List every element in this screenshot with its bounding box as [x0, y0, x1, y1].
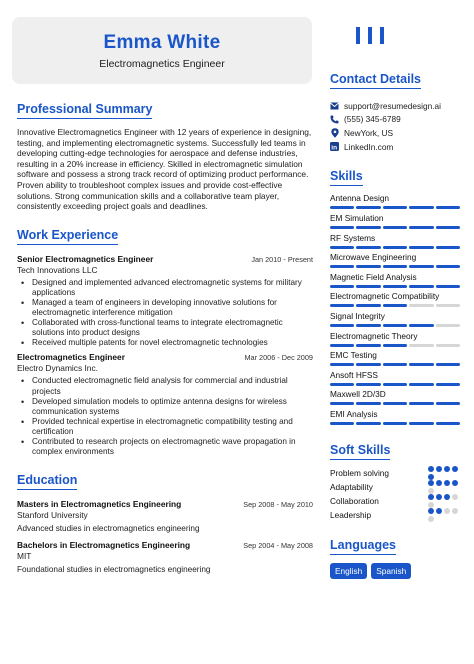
rating-dot — [428, 466, 434, 472]
skill-level-segment — [383, 206, 407, 209]
skill-name: Maxwell 2D/3D — [330, 389, 386, 400]
skill-level-segment — [409, 344, 433, 347]
skill-level-segment — [330, 246, 354, 249]
skill-level-segment — [356, 402, 380, 405]
phone-icon — [330, 115, 339, 124]
skill-level-bar — [330, 402, 460, 405]
skill-level-bar — [330, 344, 460, 347]
skill-level-segment — [330, 285, 354, 288]
rating-dot — [452, 508, 458, 514]
skill-level-bar — [330, 422, 460, 425]
skill-level-segment — [330, 324, 354, 327]
skill-level-segment — [383, 265, 407, 268]
soft-skill-rating — [428, 466, 460, 480]
skill-level-segment — [356, 206, 380, 209]
skill-level-segment — [356, 304, 380, 307]
skill-level-segment — [409, 206, 433, 209]
skill-name: Microwave Engineering — [330, 252, 417, 263]
skill-level-segment — [409, 402, 433, 405]
job-bullet: • Contributed to research projects on electromagnetic wave propagation in complex environments — [17, 437, 313, 457]
job-date: Mar 2006 - Dec 2009 — [244, 353, 313, 363]
skill-item — [330, 370, 460, 390]
skill-item — [330, 350, 460, 370]
skill-level-segment — [330, 265, 354, 268]
experience-heading: Work Experience — [17, 228, 118, 245]
education-description: Advanced studies in electromagnetics engineering — [17, 524, 200, 534]
skill-level-segment — [330, 363, 354, 366]
job-date: Jan 2010 - Present — [251, 254, 313, 264]
education-date: Sep 2008 - May 2010 — [243, 500, 313, 510]
skill-item — [330, 409, 460, 429]
job-bullet: • Received multiple patents for novel electromagnetic technologies — [17, 338, 313, 348]
skill-item — [330, 291, 460, 311]
soft-skill-name: Collaboration — [330, 495, 379, 506]
skill-name: Ansoft HFSS — [330, 369, 378, 380]
skill-level-segment — [356, 265, 380, 268]
education-date: Sep 2004 - May 2008 — [243, 541, 313, 551]
skill-level-segment — [356, 344, 380, 347]
skill-level-bar — [330, 383, 460, 386]
language-tag: English — [330, 563, 367, 579]
job-company: Tech Innovations LLC — [17, 264, 98, 275]
language-tag: Spanish — [371, 563, 411, 579]
job-bullet: • Developed simulation models to optimize antenna designs for wireless communication systems — [17, 397, 313, 417]
education-header — [17, 540, 313, 550]
skill-name: Electromagnetic Theory — [330, 330, 418, 341]
skill-level-bar — [330, 265, 460, 268]
resume-logo-icon — [356, 27, 384, 44]
skill-level-segment — [436, 324, 460, 327]
contact-list — [330, 99, 460, 153]
rating-dot — [428, 516, 434, 522]
job-entry — [17, 352, 313, 457]
job-bullet: • Managed a team of engineers in developing innovative solutions for electromagnetic interference mitigation — [17, 298, 313, 318]
education-heading: Education — [17, 473, 77, 490]
skill-level-segment — [330, 226, 354, 229]
rating-dot — [444, 508, 450, 514]
candidate-name: Emma White — [103, 32, 221, 53]
skill-level-segment — [409, 422, 433, 425]
skill-level-bar — [330, 324, 460, 327]
contact-email[interactable] — [330, 99, 460, 113]
skill-level-segment — [330, 422, 354, 425]
rating-dot — [444, 494, 450, 500]
job-bullets — [17, 278, 313, 349]
skill-level-segment — [356, 285, 380, 288]
left-column — [17, 100, 313, 574]
job-company: Electro Dynamics Inc. — [17, 363, 98, 374]
skill-name: EM Simulation — [330, 212, 384, 223]
skills-heading: Skills — [330, 169, 363, 186]
svg-text:in: in — [331, 144, 338, 152]
skill-level-segment — [436, 304, 460, 307]
skill-level-segment — [383, 383, 407, 386]
skill-item — [330, 252, 460, 272]
skill-level-segment — [330, 402, 354, 405]
job-bullet: • Designed and implemented advanced electromagnetic systems for military applications — [17, 278, 313, 298]
job-list — [17, 254, 313, 457]
rating-dot — [428, 508, 434, 514]
right-column — [330, 70, 460, 579]
skill-item — [330, 272, 460, 292]
soft-skill-item — [330, 466, 460, 480]
skill-item — [330, 193, 460, 213]
skill-level-segment — [436, 226, 460, 229]
skill-level-segment — [409, 383, 433, 386]
skill-level-segment — [409, 226, 433, 229]
skill-level-bar — [330, 363, 460, 366]
soft-skills-heading: Soft Skills — [330, 443, 390, 460]
soft-skill-name: Leadership — [330, 509, 372, 520]
rating-dot — [436, 466, 442, 472]
soft-skill-name: Adaptability — [330, 481, 373, 492]
skill-level-bar — [330, 246, 460, 249]
skill-level-segment — [436, 363, 460, 366]
soft-skill-rating — [428, 480, 460, 494]
header-box — [12, 17, 312, 84]
skill-level-bar — [330, 206, 460, 209]
skill-item — [330, 213, 460, 233]
job-bullet: • Collaborated with cross-functional teams to integrate electromagnetic solutions into product designs — [17, 318, 313, 338]
skill-level-segment — [436, 422, 460, 425]
soft-skill-rating — [428, 508, 460, 522]
skill-level-segment — [383, 246, 407, 249]
education-entry — [17, 540, 313, 574]
education-entry — [17, 499, 313, 533]
skill-level-segment — [436, 344, 460, 347]
contact-location — [330, 126, 460, 140]
candidate-title: Electromagnetics Engineer — [99, 58, 225, 70]
skill-level-segment — [409, 363, 433, 366]
contact-phone-text: (555) 345-6789 — [344, 114, 401, 125]
job-role: Senior Electromagnetics Engineer — [17, 253, 154, 264]
skill-level-segment — [356, 324, 380, 327]
languages-heading: Languages — [330, 538, 396, 555]
skill-level-segment — [356, 363, 380, 366]
skill-item — [330, 389, 460, 409]
rating-dot — [444, 480, 450, 486]
skill-level-segment — [356, 226, 380, 229]
skill-level-segment — [383, 285, 407, 288]
rating-dot — [428, 494, 434, 500]
skill-level-bar — [330, 285, 460, 288]
skill-name: Electromagnetic Compatibility — [330, 291, 440, 302]
skill-name: Signal Integrity — [330, 310, 385, 321]
contact-heading: Contact Details — [330, 72, 421, 89]
job-role: Electromagnetics Engineer — [17, 352, 125, 363]
skill-level-segment — [356, 383, 380, 386]
job-bullet: • Provided technical expertise in electromagnetic compatibility testing and certification — [17, 417, 313, 437]
skill-level-segment — [330, 383, 354, 386]
summary-text: Innovative Electromagnetics Engineer with 12 years of experience in designing, testing, and implementing electromagnetic systems. Successfully led teams in developing cutting-edge technologies for aerospace and defense industries, resulting in a 20% increase in efficiency. Skilled in electromagnetic simulation software and possess a strong track record of optimizing product performance. Proven ability to troubleshoot complex issues and provide cost-effective solutions. Strong communication skills and a collaborative team player, consistently exceeding project goals and deadlines. — [17, 127, 312, 212]
contact-linkedin[interactable] — [330, 140, 460, 154]
skill-level-segment — [383, 304, 407, 307]
summary-heading: Professional Summary — [17, 102, 152, 119]
education-school: MIT — [17, 551, 32, 562]
soft-skill-item — [330, 508, 460, 522]
job-entry — [17, 254, 313, 349]
skill-level-segment — [330, 304, 354, 307]
soft-skill-item — [330, 480, 460, 494]
skill-level-segment — [436, 265, 460, 268]
skill-name: RF Systems — [330, 232, 376, 243]
soft-skill-name: Problem solving — [330, 467, 390, 478]
skill-level-bar — [330, 304, 460, 307]
skill-level-segment — [356, 246, 380, 249]
skill-level-segment — [356, 422, 380, 425]
skill-level-segment — [436, 383, 460, 386]
skill-level-segment — [383, 422, 407, 425]
skill-level-segment — [409, 285, 433, 288]
skill-level-segment — [436, 285, 460, 288]
skill-item — [330, 331, 460, 351]
skill-level-segment — [436, 206, 460, 209]
rating-dot — [452, 466, 458, 472]
linkedin-icon — [330, 142, 339, 151]
skill-level-segment — [409, 265, 433, 268]
education-degree: Masters in Electromagnetics Engineering — [17, 499, 182, 510]
skill-level-segment — [330, 344, 354, 347]
education-list — [17, 499, 313, 574]
contact-phone[interactable] — [330, 113, 460, 127]
skill-name: Antenna Design — [330, 193, 390, 204]
skill-level-segment — [409, 304, 433, 307]
education-school: Stanford University — [17, 510, 88, 521]
soft-skills-list — [330, 466, 460, 522]
rating-dot — [436, 480, 442, 486]
education-description: Foundational studies in electromagnetics engineering — [17, 565, 211, 575]
contact-email-text: support@resumedesign.ai — [344, 100, 441, 111]
skill-name: Magnetic Field Analysis — [330, 271, 417, 282]
rating-dot — [436, 494, 442, 500]
skill-level-segment — [409, 246, 433, 249]
skill-item — [330, 233, 460, 253]
rating-dot — [436, 508, 442, 514]
education-header — [17, 499, 313, 509]
skill-level-segment — [436, 402, 460, 405]
skill-level-segment — [436, 246, 460, 249]
job-bullets — [17, 376, 313, 457]
job-header — [17, 254, 313, 264]
skill-level-bar — [330, 226, 460, 229]
skill-item — [330, 311, 460, 331]
email-icon — [330, 101, 339, 110]
skill-name: EMC Testing — [330, 350, 377, 361]
skill-level-segment — [383, 363, 407, 366]
contact-location-text: NewYork, US — [344, 127, 394, 138]
skill-level-segment — [383, 324, 407, 327]
soft-skill-rating — [428, 494, 460, 508]
skill-level-segment — [409, 324, 433, 327]
job-header — [17, 352, 313, 362]
education-degree: Bachelors in Electromagnetics Engineering — [17, 540, 191, 551]
location-pin-icon — [330, 128, 339, 137]
skill-level-segment — [383, 226, 407, 229]
rating-dot — [444, 466, 450, 472]
skill-level-segment — [383, 344, 407, 347]
contact-linkedin-text: LinkedIn.com — [344, 141, 394, 152]
rating-dot — [428, 480, 434, 486]
languages-list — [330, 563, 460, 579]
soft-skill-item — [330, 494, 460, 508]
skill-level-segment — [383, 402, 407, 405]
skill-level-segment — [330, 206, 354, 209]
job-bullet: • Conducted electromagnetic field analysis for commercial and industrial projects — [17, 376, 313, 396]
skill-name: EMI Analysis — [330, 408, 378, 419]
skills-list — [330, 193, 460, 428]
rating-dot — [452, 494, 458, 500]
rating-dot — [452, 480, 458, 486]
